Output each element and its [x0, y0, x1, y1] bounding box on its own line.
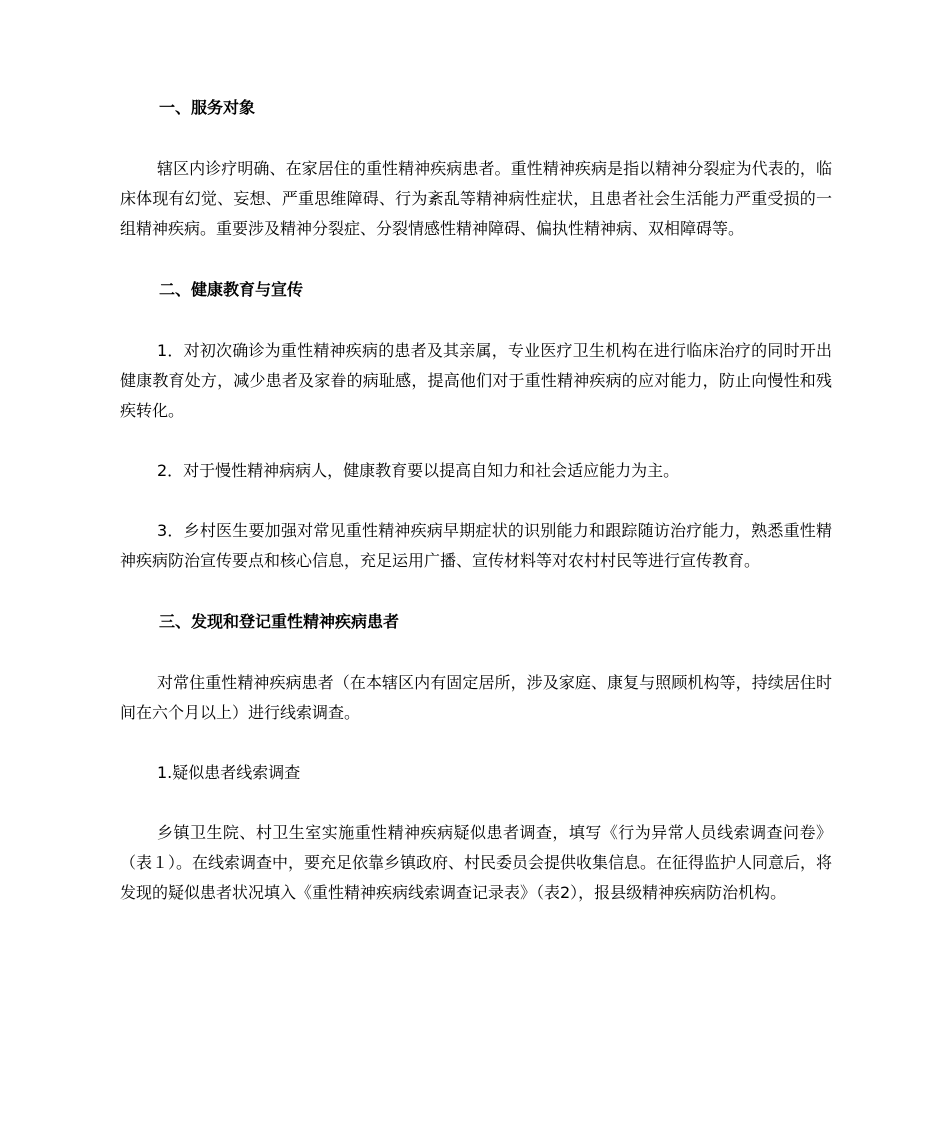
- section2-heading: 二、健康教育与宣传: [159, 280, 304, 299]
- section2-item-1: 1．对初次确诊为重性精神疾病的患者及其亲属，专业医疗卫生机构在进行临床治疗的同时开出健康教育处方，减少患者及家眷的病耻感，提高他们对于重性精神疾病的应对能力，防止向慢性和残疾转化。: [120, 341, 832, 420]
- section2-item-2: 2．对于慢性精神病病人，健康教育要以提高自知力和社会适应能力为主。: [157, 461, 680, 480]
- section3-subheading: 1.疑似患者线索调查: [157, 763, 301, 782]
- document-page: [120, 92, 832, 908]
- section1-heading: 一、服务对象: [159, 98, 256, 117]
- section3-subparagraph: 乡镇卫生院、村卫生室实施重性精神疾病疑似患者调查，填写《行为异常人员线索调查问卷》（表１）。在线索调查中，要充足依靠乡镇政府、村民委员会提供收集信息。在征得监护人同意后，将发现的疑似患者状况填入《重性精神疾病线索调查记录表》（表2），报县级精神疾病防治机构。: [120, 823, 833, 902]
- section3-paragraph: 对常住重性精神疾病患者（在本辖区内有固定居所，涉及家庭、康复与照顾机构等，持续居住时间在六个月以上）进行线索调查。: [120, 673, 832, 722]
- section2-item-3: 3．乡村医生要加强对常见重性精神疾病早期症状的识别能力和跟踪随访治疗能力，熟悉重性精神疾病防治宣传要点和核心信息，充足运用广播、宣传材料等对农村村民等进行宣传教育。: [120, 521, 832, 570]
- section1-paragraph: 辖区内诊疗明确、在家居住的重性精神疾病患者。重性精神疾病是指以精神分裂症为代表的，临床体现有幻觉、妄想、严重思维障碍、行为紊乱等精神病性症状，且患者社会生活能力严重受损的一组精神疾病。重要涉及精神分裂症、分裂情感性精神障碍、偏执性精神病、双相障碍等。: [120, 159, 832, 238]
- section3-heading: 三、发现和登记重性精神疾病患者: [159, 612, 400, 631]
